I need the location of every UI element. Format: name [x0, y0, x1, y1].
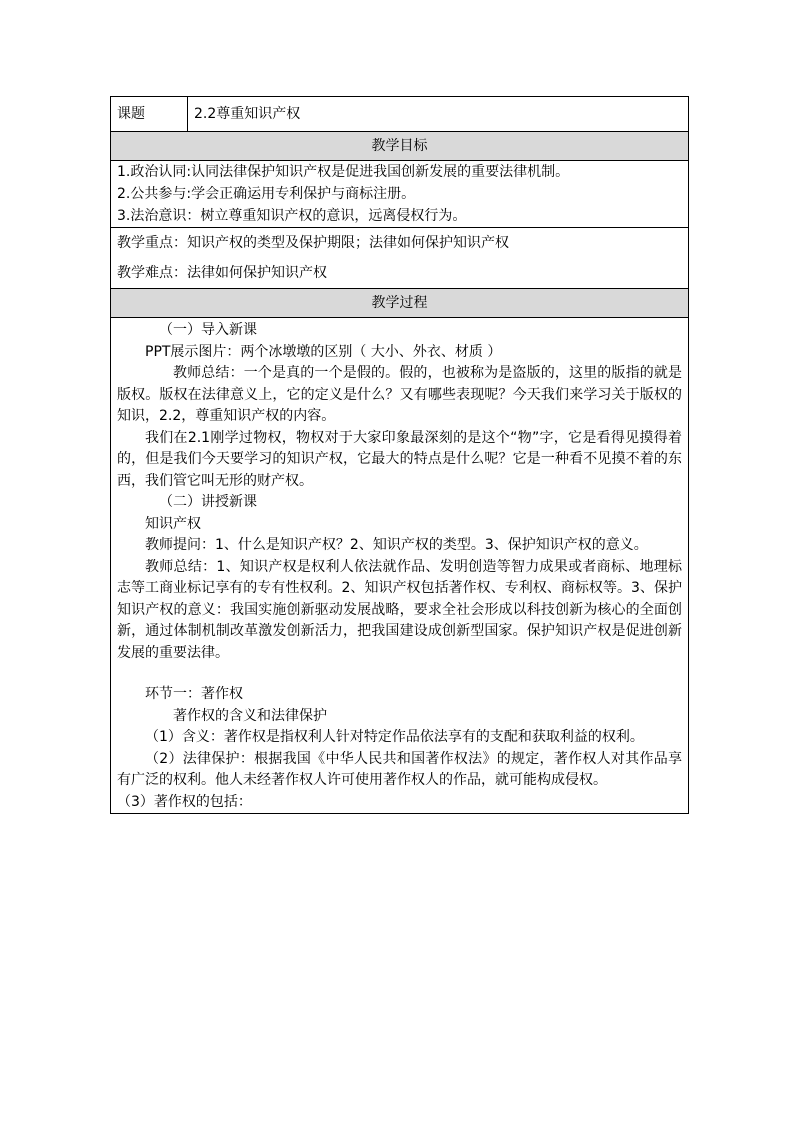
process-row: [111, 318, 689, 814]
intro-heading: （一）导入新课: [159, 322, 257, 338]
copyright-definition: （1）含义：著作权是指权利人针对特定作品依法享有的支配和获取利益的权利。: [145, 729, 644, 745]
teacher-question: 教师提问：1、什么是知识产权？2、知识产权的类型。3、保护知识产权的意义。: [145, 537, 648, 553]
goals-cell: [111, 161, 689, 228]
difficult-points: 教学难点：法律如何保护知识产权: [117, 265, 327, 281]
intro-ppt-line: PPT展示图片：两个冰墩墩的区别（ 大小、外衣、材质 ）: [145, 343, 502, 360]
process-cell: [111, 318, 689, 814]
key-points-cell: [111, 228, 689, 289]
copyright-includes: （3）著作权的包括：: [117, 793, 252, 810]
topic-value: 2.2尊重知识产权: [188, 97, 689, 132]
ip-subheading: 知识产权: [145, 515, 201, 532]
topic-row: [111, 97, 689, 132]
intro-property-paragraph: 我们在2.1刚学过物权，物权对于大家印象最深刻的是这个“物”字，它是看得见摸得着的，但是我们今天要学习的知识产权，它最大的特点是什么呢？它是一种看不见摸不着的东西，我们管它叫无形的财产权。: [117, 429, 682, 489]
copyright-meaning-heading: 著作权的含义和法律保护: [173, 707, 327, 724]
copyright-legal-protection: （2）法律保护：根据我国《中华人民共和国著作权法》的规定，著作权人对其作品享有广泛的权利。他人未经著作权人许可使用著作权人的作品，就可能构成侵权。: [117, 750, 682, 788]
key-points-row: [111, 228, 689, 289]
goal-item-2: 2.公共参与:学会正确运用专利保护与商标注册。: [117, 186, 416, 202]
important-points: 教学重点：知识产权的类型及保护期限；法律如何保护知识产权: [117, 235, 509, 251]
lesson-plan-page: [110, 96, 688, 814]
topic-label: 课题: [111, 97, 188, 132]
goal-item-1: 1.政治认同:认同法律保护知识产权是促进我国创新发展的重要法律机制。: [117, 164, 570, 180]
spacer: [117, 664, 682, 684]
section-copyright-heading: 环节一：著作权: [145, 686, 243, 702]
goals-row: [111, 161, 689, 228]
goal-item-3: 3.法治意识：树立尊重知识产权的意识，远离侵权行为。: [117, 208, 467, 224]
process-header: 教学过程: [111, 289, 689, 318]
lesson-plan-table: [110, 96, 689, 814]
process-header-row: [111, 289, 689, 318]
goals-header: 教学目标: [111, 132, 689, 161]
intro-teacher-summary: 教师总结：一个是真的一个是假的。假的，也被称为是盗版的，这里的版指的就是版权。版权在法律意义上，它的定义是什么？又有哪些表现呢？今天我们来学习关于版权的知识，2.2，尊重知识产权的内容。: [117, 365, 682, 424]
teacher-summary-ip: 教师总结：1、知识产权是权利人依法就作品、发明创造等智力成果或者商标、地理标志等工商业标记享有的专有性权利。2、知识产权包括著作权、专利权、商标权等。3、保护知识产权的意义：我国实施创新驱动发展战略，要求全社会形成以科技创新为核心的全面创新，通过体制机制改革激发创新活力，把我国建设成创新型国家。保护知识产权是促进创新发展的重要法律。: [117, 558, 682, 661]
new-lesson-heading: （二）讲授新课: [159, 494, 257, 510]
goals-header-row: [111, 132, 689, 161]
